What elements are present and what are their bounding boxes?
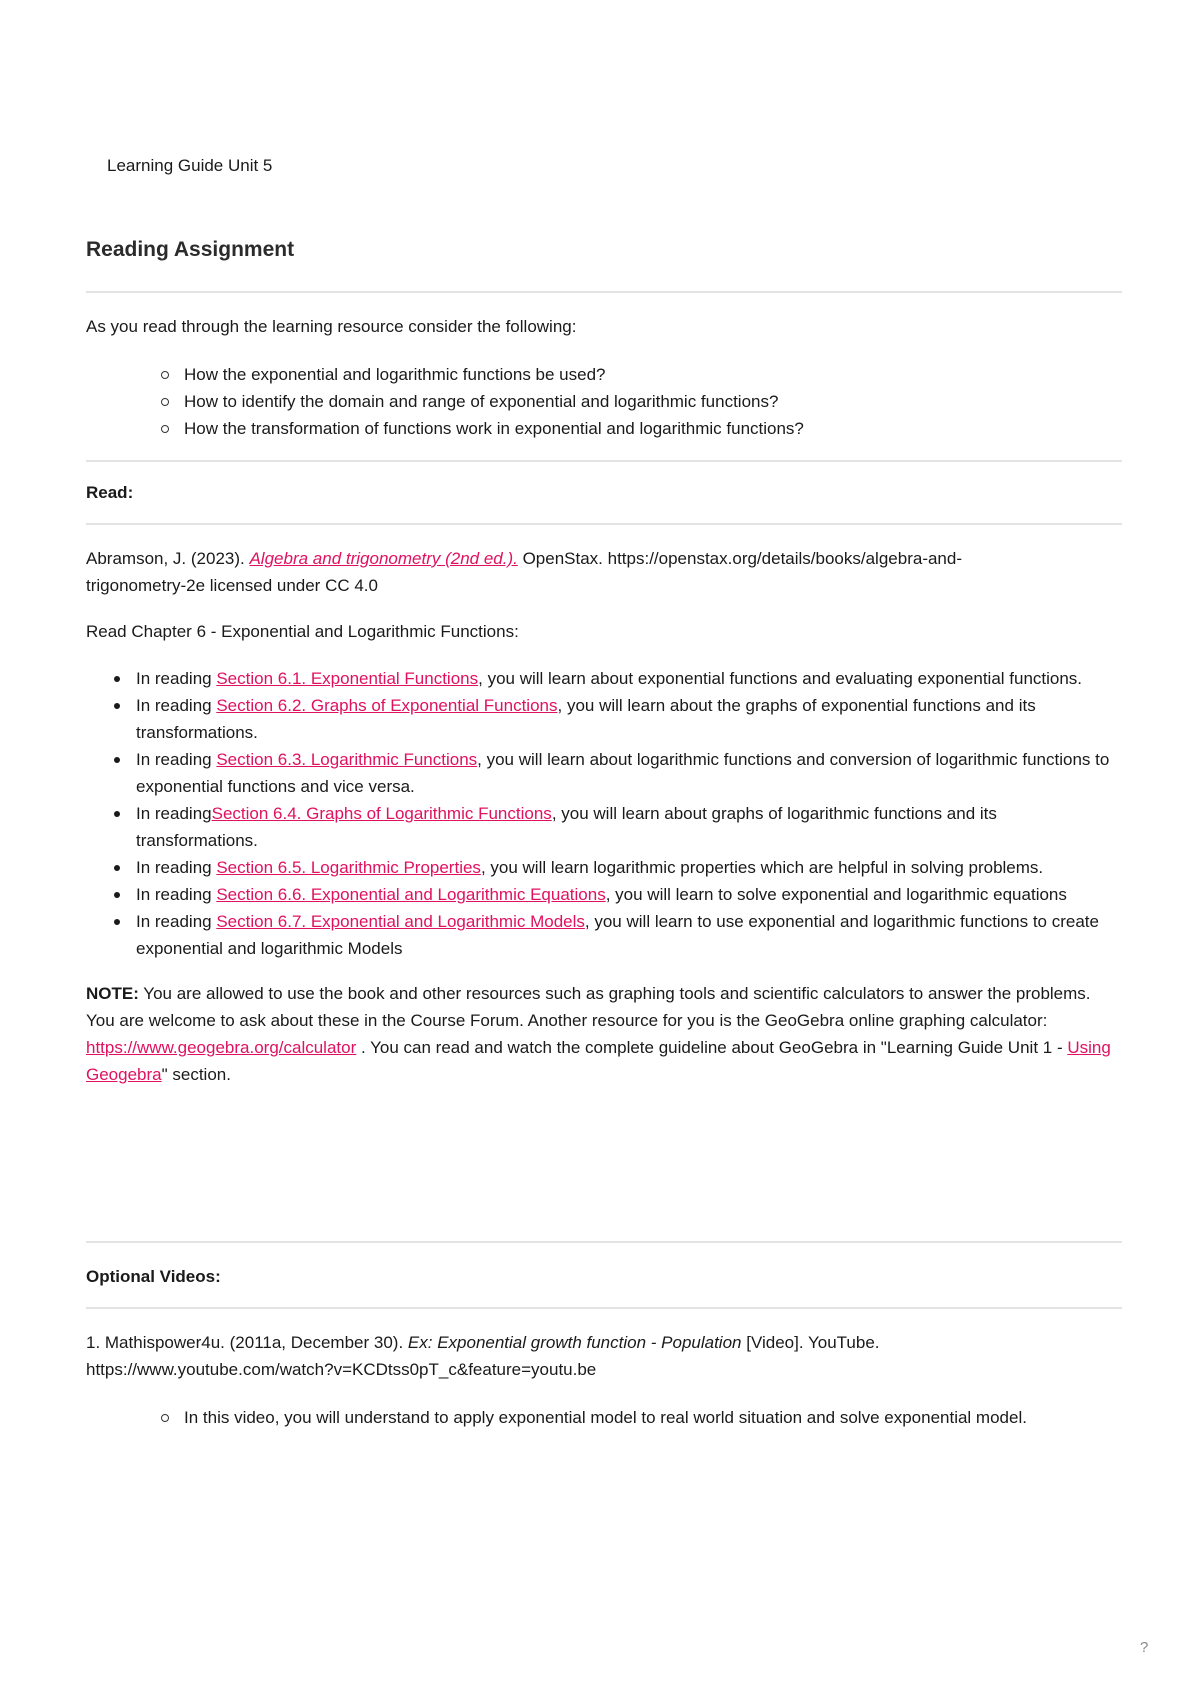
divider (86, 460, 1122, 462)
section-link[interactable]: Section 6.1. Exponential Functions (216, 669, 479, 688)
book-link[interactable]: Algebra and trigonometry (2nd ed.). (249, 549, 518, 568)
intro-section (86, 313, 1122, 442)
section-item: In reading Section 6.1. Exponential Functions, you will learn about exponential functions and evaluating exponential functions. (86, 665, 1122, 692)
note-paragraph: NOTE: You are allowed to use the book and other resources such as graphing tools and scientific calculators to answer the problems. You are welcome to ask about these in the Course Forum. Another resource for you is the GeoGebra online graphing calculator: https://www.geogebra.org/calculator . You can read and watch the complete guideline about GeoGebra in "Learning Guide Unit 1 - Using Geogebra" section. (86, 984, 1111, 1084)
question-list (86, 361, 1122, 442)
section-link[interactable]: Section 6.5. Logarithmic Properties (216, 858, 481, 877)
question-item: How the exponential and logarithmic functions be used? (86, 361, 1122, 388)
reading-assignment-heading: Reading Assignment (86, 238, 295, 261)
section-item: In reading Section 6.7. Exponential and Logarithmic Models, you will learn to use exponential and logarithmic functions to create exponential and logarithmic Models (86, 908, 1122, 962)
section-link[interactable]: Section 6.3. Logarithmic Functions (216, 750, 478, 769)
chapter-text: Read Chapter 6 - Exponential and Logarithmic Functions: (86, 622, 519, 641)
help-mark: ? (1140, 1639, 1149, 1656)
divider (86, 1307, 1122, 1309)
section-link[interactable]: Section 6.6. Exponential and Logarithmic Equations (216, 885, 606, 904)
section-link[interactable]: Section 6.7. Exponential and Logarithmic Models (216, 912, 585, 931)
divider (86, 1241, 1122, 1243)
video-citation: 1. Mathispower4u. (2011a, December 30). Ex: Exponential growth function - Population [Video]. YouTube. https://www.youtube.com/watch?v=KCDtss0pT_c&feature=youtu.be (86, 1333, 880, 1379)
question-item: How to identify the domain and range of exponential and logarithmic functions? (86, 388, 1122, 415)
question-item: How the transformation of functions work in exponential and logarithmic functions? (86, 415, 1122, 442)
section-item: In reading Section 6.5. Logarithmic Properties, you will learn logarithmic properties which are helpful in solving problems. (86, 854, 1122, 881)
geogebra-calculator-link[interactable]: https://www.geogebra.org/calculator (86, 1038, 357, 1057)
section-item: In reading Section 6.6. Exponential and Logarithmic Equations, you will learn to solve exponential and logarithmic equations (86, 881, 1122, 908)
video-notes (86, 1404, 1122, 1431)
section-link[interactable]: Section 6.2. Graphs of Exponential Functions (216, 696, 558, 715)
video-url: https://www.youtube.com/watch?v=KCDtss0pT_c&feature=youtu.be (86, 1360, 597, 1379)
videos-section (86, 1329, 1122, 1431)
note-label: NOTE: (86, 984, 139, 1003)
video-title: Ex: Exponential growth function - Population (407, 1333, 742, 1352)
using-geogebra-link[interactable]: Using Geogebra (86, 1038, 1111, 1084)
section-link[interactable]: Section 6.4. Graphs of Logarithmic Functions (211, 804, 552, 823)
read-section (86, 545, 1122, 1088)
divider (86, 523, 1122, 525)
document-title: Learning Guide Unit 5 (107, 156, 273, 175)
optional-videos-label: Optional Videos: (86, 1267, 221, 1286)
section-item: In reading Section 6.2. Graphs of Exponential Functions, you will learn about the graphs of exponential functions and its transformations. (86, 692, 1122, 746)
section-item: In reading Section 6.3. Logarithmic Functions, you will learn about logarithmic functions and conversion of logarithmic functions to exponential functions and vice versa. (86, 746, 1122, 800)
divider (86, 291, 1122, 293)
video-note-item: In this video, you will understand to apply exponential model to real world situation and solve exponential model. (86, 1404, 1122, 1431)
read-label: Read: (86, 483, 134, 502)
citation: Abramson, J. (2023). Algebra and trigonometry (2nd ed.). OpenStax. https://openstax.org/details/books/algebra-and- trigonometry-2e licensed under CC 4.0 (86, 549, 963, 595)
intro-text: As you read through the learning resource consider the following: (86, 317, 577, 336)
section-list (86, 665, 1122, 962)
section-item: In readingSection 6.4. Graphs of Logarithmic Functions, you will learn about graphs of logarithmic functions and its transformations. (86, 800, 1122, 854)
